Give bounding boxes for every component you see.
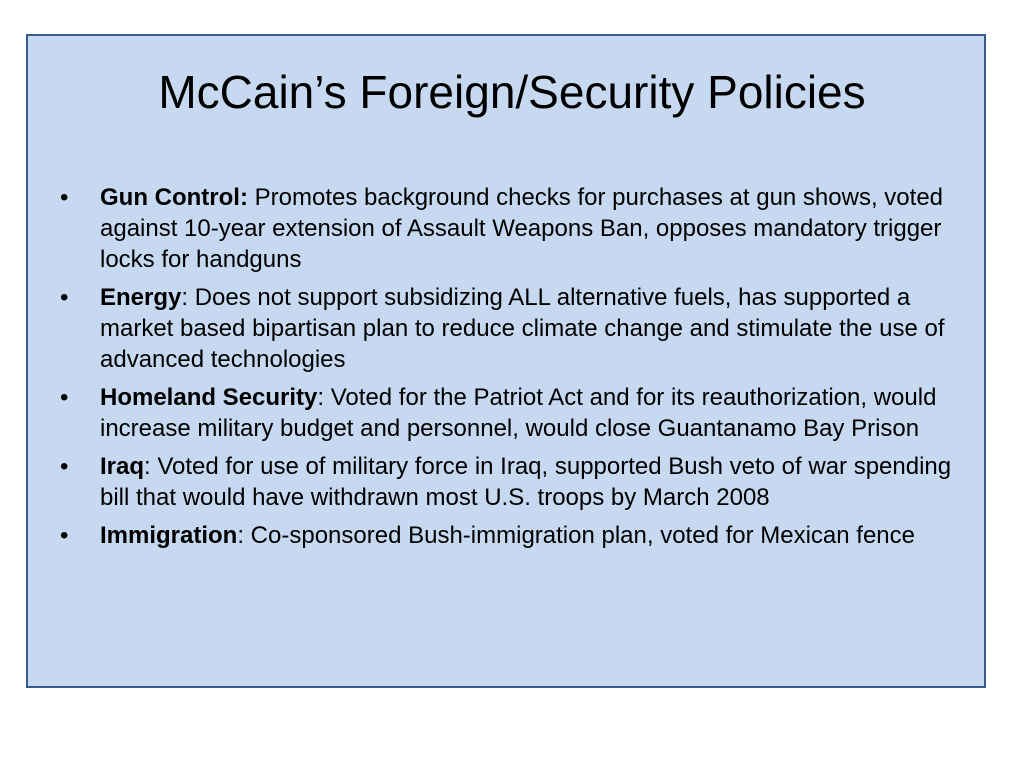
- bullet-text: : Does not support subsidizing ALL alternative fuels, has supported a market based bipartisan plan to reduce climate change and stimulate the use of advanced technologies: [100, 284, 945, 373]
- bullet-item-immigration: [60, 520, 970, 551]
- bullet-item-iraq: [60, 451, 970, 513]
- bullet-dot-icon: •: [60, 184, 69, 211]
- bullet-term: Energy: [100, 284, 182, 311]
- bullet-text: : Voted for the Patriot Act and for its reauthorization, would increase military budget and personnel, would close Guantanamo Bay Prison: [100, 384, 937, 442]
- bullet-term: Gun Control:: [100, 184, 248, 211]
- bullet-text: : Co-sponsored Bush-immigration plan, voted for Mexican fence: [237, 522, 916, 549]
- slide-title: McCain’s Foreign/Security Policies: [158, 66, 866, 118]
- bullet-dot-icon: •: [60, 384, 69, 411]
- bullet-term: Homeland Security: [100, 384, 318, 411]
- bullet-text: Promotes background checks for purchases at gun shows, voted against 10-year extension of Assault Weapons Ban, opposes mandatory trigger locks for handguns: [100, 184, 944, 273]
- bullet-dot-icon: •: [60, 453, 69, 480]
- bullet-dot-icon: •: [60, 284, 69, 311]
- bullet-term: Iraq: [100, 453, 145, 480]
- bullet-item-gun-control: [60, 182, 970, 275]
- bullet-dot-icon: •: [60, 522, 69, 549]
- bullet-term: Immigration: [100, 522, 238, 549]
- bullet-text: : Voted for use of military force in Iraq, supported Bush veto of war spending bill that would have withdrawn most U.S. troops by March 2008: [100, 453, 952, 511]
- bullet-list: [60, 182, 970, 558]
- bullet-item-homeland-security: [60, 382, 970, 444]
- bullet-item-energy: [60, 282, 970, 375]
